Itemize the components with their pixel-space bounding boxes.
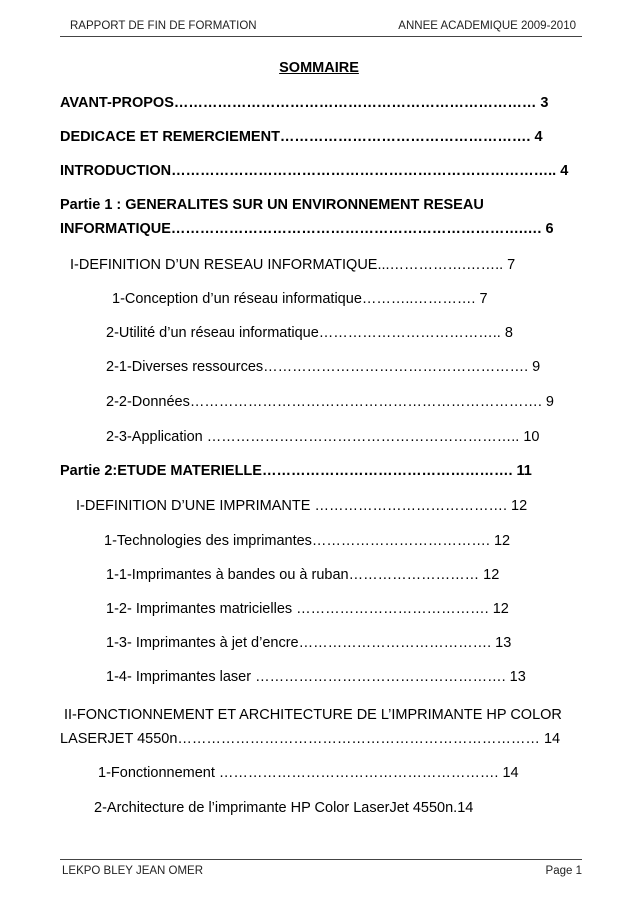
- page-title: SOMMAIRE: [279, 60, 359, 76]
- footer-rule: [60, 859, 582, 860]
- toc-entry: II-FONCTIONNEMENT ET ARCHITECTURE DE L’IMPRIMANTE HP COLOR: [64, 707, 562, 723]
- toc-entry: 1-Technologies des imprimantes………………………………. 12: [104, 533, 511, 549]
- page-number: Page 1: [545, 865, 582, 877]
- toc-entry: 1-3- Imprimantes à jet d’encre…………………………………. 13: [106, 635, 512, 651]
- toc-entry: 1-Fonctionnement …………………………………………………. 14: [98, 765, 519, 781]
- toc-entry: 2-Utilité d’un réseau informatique……………………………….. 8: [106, 325, 513, 341]
- footer-author: LEKPO BLEY JEAN OMER: [62, 865, 204, 877]
- page-header: [60, 14, 580, 34]
- header-rule: [60, 36, 582, 37]
- toc-entry: INFORMATIQUE……………………………………………………………….…. 6: [60, 221, 554, 237]
- toc-entry: 2-1-Diverses ressources………………………………………………. 9: [106, 359, 541, 375]
- toc-entry: Partie 2:ETUDE MATERIELLE……………………………………………. 11: [60, 463, 532, 479]
- toc-entry: 2-Architecture de l’imprimante HP Color LaserJet 4550n.14: [94, 800, 474, 816]
- toc-entry: 1-Conception d’un réseau informatique………..…………. 7: [112, 291, 488, 307]
- toc-entry: I-DEFINITION D’UN RESEAU INFORMATIQUE...…………….…….. 7: [70, 257, 516, 273]
- toc-entry: Partie 1 : GENERALITES SUR UN ENVIRONNEMENT RESEAU: [60, 197, 484, 213]
- toc-entry: 2-2-Données………………………………………………………………. 9: [106, 394, 554, 410]
- toc-entry: DEDICACE ET REMERCIEMENT……………………………………………. 4: [60, 129, 543, 145]
- toc-entry: I-DEFINITION D’UNE IMPRIMANTE …………………………………. 12: [76, 498, 528, 514]
- toc-entry: 1-1-Imprimantes à bandes ou à ruban……………………… 12: [106, 567, 500, 583]
- toc-entry: LASERJET 4550n………………………………………………………………… 14: [60, 731, 561, 747]
- header-left: RAPPORT DE FIN DE FORMATION: [70, 20, 257, 32]
- toc-entry: INTRODUCTION…………………………………………………………………….. 4: [60, 163, 569, 179]
- toc-entry: 2-3-Application ……………………………………………………….. 10: [106, 429, 540, 445]
- header-right: ANNEE ACADEMIQUE 2009-2010: [398, 20, 576, 32]
- toc-entry: 1-2- Imprimantes matricielles …………………………………. 12: [106, 601, 509, 617]
- toc-entry: AVANT-PROPOS………………………………………………………………… 3: [60, 95, 549, 111]
- toc-entry: 1-4- Imprimantes laser ……………………………………………. 13: [106, 669, 526, 685]
